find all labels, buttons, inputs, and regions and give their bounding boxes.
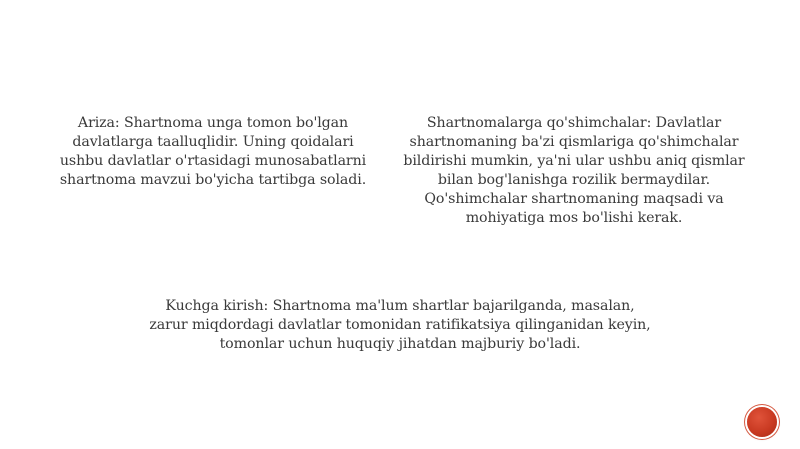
slide-nav-button[interactable] bbox=[747, 407, 777, 437]
text-block-kuchga-kirish: Kuchga kirish: Shartnoma ma'lum shartlar bajarilganda, masalan, zarur miqdordagi davlatlar tomonidan ratifikatsiya qilinganidan keyin, tomonlar uchun huquqiy jihatdan majburiy bo'ladi. bbox=[149, 298, 651, 352]
text-block-ariza: Ariza: Shartnoma unga tomon bo'lgan davlatlarga taalluqlidir. Uning qoidalari ushbu davlatlar o'rtasidagi munosabatlarni shartnoma mavzui bo'yicha tartibga soladi. bbox=[59, 115, 367, 188]
text-block-qoshimchalar: Shartnomalarga qo'shimchalar: Davlatlar shartnomaning ba'zi qismlariga qo'shimchalar bildirishi mumkin, ya'ni ular ushbu aniq qismlar bilan bog'lanishga rozilik bermaydilar. Qo'shimchalar shartnomaning maqsadi va mohiyatiga mos bo'lishi kerak. bbox=[403, 115, 745, 226]
